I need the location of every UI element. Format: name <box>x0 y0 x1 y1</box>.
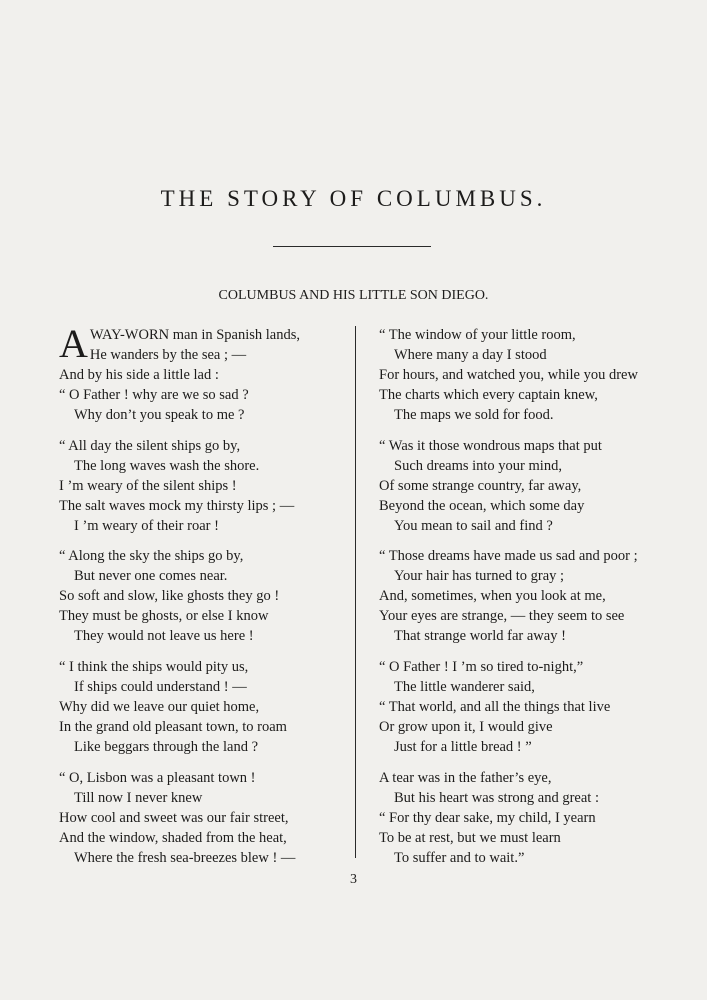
stanza <box>379 768 679 868</box>
column-divider <box>355 326 356 858</box>
poem-line: Till now I never knew <box>74 790 203 806</box>
poem-line: I ’m weary of the silent ships ! <box>59 478 237 494</box>
poem-line: “ Those dreams have made us sad and poor ; <box>379 548 638 564</box>
poem-line: Why don’t you speak to me ? <box>74 407 245 423</box>
poem-line: Or grow upon it, I would give <box>379 719 553 735</box>
poem-line: WAY-WORN man in Spanish lands, <box>89 327 300 343</box>
poem-line: But never one comes near. <box>74 568 228 584</box>
poem-line: Your eyes are strange, — they seem to see <box>379 608 625 624</box>
poem-line: Just for a little bread ! ” <box>394 739 532 755</box>
poem-line: That strange world far away ! <box>394 628 566 644</box>
poem-line: The charts which every captain knew, <box>379 387 598 403</box>
poem-line: Your hair has turned to gray ; <box>394 568 565 584</box>
stanza <box>379 325 679 425</box>
poem-line: “ For thy dear sake, my child, I yearn <box>379 810 596 826</box>
poem-line: “ Along the sky the ships go by, <box>59 548 244 564</box>
poem-line: A tear was in the father’s eye, <box>379 770 552 786</box>
poem-line: “ All day the silent ships go by, <box>59 438 241 454</box>
poem-line: “ O, Lisbon was a pleasant town ! <box>59 770 256 786</box>
poem-line: How cool and sweet was our fair street, <box>59 810 289 826</box>
poem-line: I ’m weary of their roar ! <box>74 518 219 534</box>
poem-line: To suffer and to wait.” <box>394 850 525 866</box>
poem-line: You mean to sail and find ? <box>394 518 553 534</box>
poem-line: “ O Father ! why are we so sad ? <box>59 387 249 403</box>
poem-line: If ships could understand ! — <box>74 679 247 695</box>
poem-line: To be at rest, but we must learn <box>379 830 561 846</box>
poem-line: The little wanderer said, <box>394 679 535 695</box>
stanza <box>59 436 359 536</box>
poem-line: “ I think the ships would pity us, <box>59 659 249 675</box>
poem-line: He wanders by the sea ; — <box>89 347 247 363</box>
poem-line: They must be ghosts, or else I know <box>59 608 269 624</box>
poem-line: “ O Father ! I ’m so tired to-night,” <box>379 659 584 675</box>
poem-line: Where many a day I stood <box>394 347 547 363</box>
poem-line: The maps we sold for food. <box>394 407 554 423</box>
drop-cap: A <box>59 321 88 366</box>
poem-line: “ That world, and all the things that live <box>379 699 611 715</box>
stanza <box>59 657 359 757</box>
stanza <box>59 321 359 425</box>
poem-line: Such dreams into your mind, <box>394 458 562 474</box>
poem-line: Why did we leave our quiet home, <box>59 699 260 715</box>
poem-line: And by his side a little lad : <box>59 367 219 383</box>
stanza <box>379 546 679 646</box>
stanza <box>59 546 359 646</box>
poem-line: They would not leave us here ! <box>74 628 254 644</box>
poem-line: “ The window of your little room, <box>379 327 576 343</box>
poem-line: And the window, shaded from the heat, <box>59 830 287 846</box>
poem-line: Of some strange country, far away, <box>379 478 582 494</box>
poem-line: So soft and slow, like ghosts they go ! <box>59 588 280 604</box>
poem-line: But his heart was strong and great : <box>394 790 599 806</box>
title-rule <box>273 246 431 247</box>
poem-line: Where the fresh sea-breezes blew ! — <box>74 850 296 866</box>
poem-line: In the grand old pleasant town, to roam <box>59 719 287 735</box>
poem-line: And, sometimes, when you look at me, <box>379 588 606 604</box>
page-number: 3 <box>350 872 357 887</box>
stanza <box>379 436 679 536</box>
poem-line: Like beggars through the land ? <box>74 739 259 755</box>
poem-line: Beyond the ocean, which some day <box>379 498 585 514</box>
poem-line: For hours, and watched you, while you drew <box>379 367 638 383</box>
poem-line: The salt waves mock my thirsty lips ; — <box>59 498 295 514</box>
page-title: THE STORY OF COLUMBUS. <box>160 186 547 211</box>
stanza <box>379 657 679 757</box>
stanza <box>59 768 359 868</box>
poem-subtitle: COLUMBUS AND HIS LITTLE SON DIEGO. <box>218 288 489 303</box>
poem-line: “ Was it those wondrous maps that put <box>379 438 602 454</box>
poem-line: The long waves wash the shore. <box>74 458 260 474</box>
